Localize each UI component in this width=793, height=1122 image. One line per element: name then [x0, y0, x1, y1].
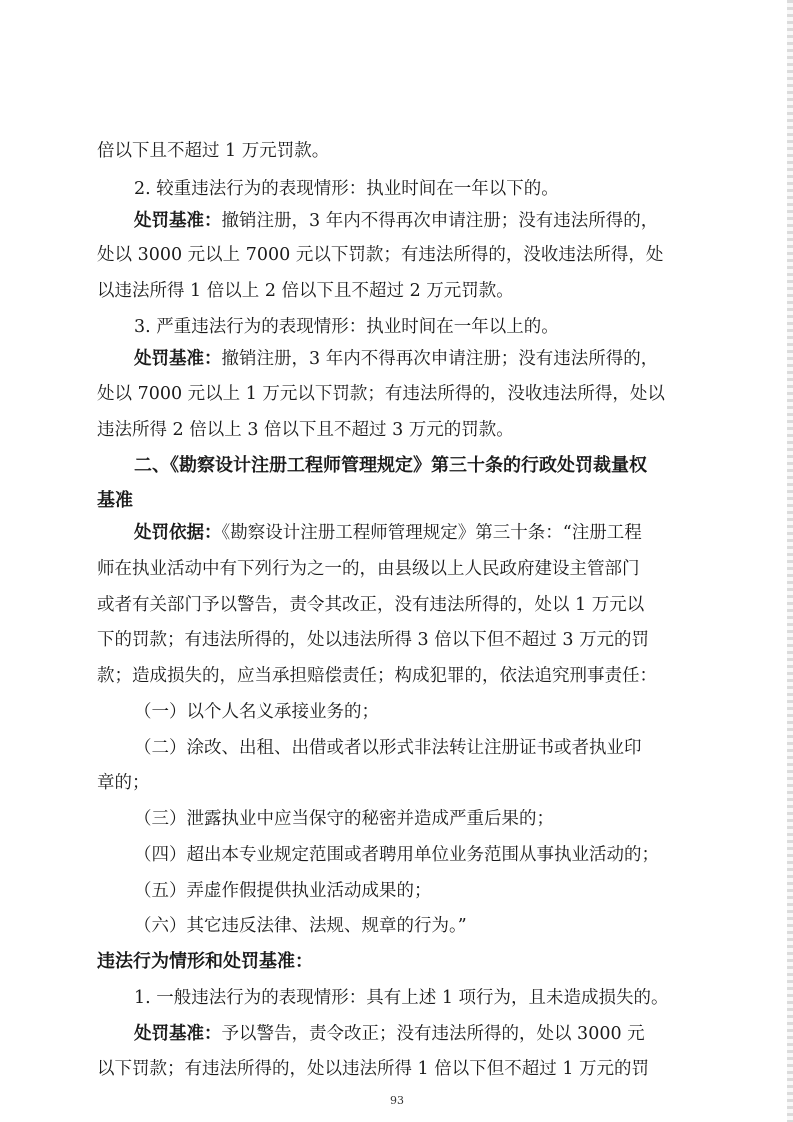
- body-line: 违法所得 2 倍以上 3 倍以下且不超过 3 万元的罚款。: [97, 420, 514, 440]
- body-line: 2. 较重违法行为的表现情形：执业时间在一年以下的。: [134, 179, 559, 199]
- list-item: （五）弄虚作假提供执业活动成果的；: [134, 881, 432, 901]
- scan-edge-artifact: [787, 0, 793, 1122]
- body-line: 以下罚款；有违法所得的，处以违法所得 1 倍以下但不超过 1 万元的罚: [97, 1059, 650, 1079]
- body-line: 处以 3000 元以上 7000 元以下罚款；有违法所得的，没收违法所得，处: [97, 245, 664, 265]
- penalty-standard-label: 处罚基准：: [134, 349, 222, 369]
- body-line: 以违法所得 1 倍以上 2 倍以下且不超过 2 万元罚款。: [97, 281, 514, 301]
- body-text: 予以警告，责令改正；没有违法所得的，处以 3000 元: [221, 1024, 645, 1044]
- page-number: 93: [390, 1094, 404, 1107]
- body-text: 《勘察设计注册工程师管理规定》第三十条：“注册工程: [221, 523, 642, 543]
- body-line: 倍以下且不超过 1 万元罚款。: [97, 141, 330, 161]
- section-heading-continued: 基准: [97, 490, 133, 511]
- body-line: 3. 严重违法行为的表现情形：执业时间在一年以上的。: [134, 317, 559, 337]
- list-item: （六）其它违反法律、法规、规章的行为。”: [134, 916, 467, 936]
- body-line: [134, 521, 642, 545]
- list-item-continued: 章的；: [97, 773, 150, 793]
- section-heading: 二、《勘察设计注册工程师管理规定》第三十条的行政处罚裁量权: [134, 455, 647, 476]
- penalty-standard-label: 处罚基准：: [134, 211, 222, 231]
- body-line: 1. 一般违法行为的表现情形：具有上述 1 项行为，且未造成损失的。: [134, 988, 669, 1008]
- body-line: 或者有关部门予以警告，责令其改正，没有违法所得的，处以 1 万元以: [97, 595, 645, 615]
- body-line: 师在执业活动中有下列行为之一的，由县级以上人民政府建设主管部门: [97, 559, 640, 579]
- body-line: 款；造成损失的，应当承担赔偿责任；构成犯罪的，依法追究刑事责任：: [97, 666, 657, 686]
- body-line: [134, 209, 658, 233]
- subsection-heading: 违法行为情形和处罚基准：: [97, 951, 313, 972]
- list-item: （二）涂改、出租、出借或者以形式非法转让注册证书或者执业印: [134, 738, 642, 758]
- body-text: 撤销注册，3 年内不得再次申请注册；没有违法所得的，: [221, 349, 659, 369]
- list-item: （三）泄露执业中应当保守的秘密并造成严重后果的；: [134, 809, 554, 829]
- list-item: （一）以个人名义承接业务的；: [134, 702, 379, 722]
- penalty-standard-label: 处罚基准：: [134, 1024, 222, 1044]
- body-line: [134, 347, 658, 371]
- body-line: 处以 7000 元以上 1 万元以下罚款；有违法所得的，没收违法所得，处以: [97, 384, 665, 404]
- body-line: [134, 1022, 645, 1046]
- penalty-basis-label: 处罚依据：: [134, 523, 222, 543]
- body-text: 撤销注册，3 年内不得再次申请注册；没有违法所得的，: [221, 211, 659, 231]
- list-item: （四）超出本专业规定范围或者聘用单位业务范围从事执业活动的；: [134, 845, 659, 865]
- body-line: 下的罚款；有违法所得的，处以违法所得 3 倍以下但不超过 3 万元的罚: [97, 630, 650, 650]
